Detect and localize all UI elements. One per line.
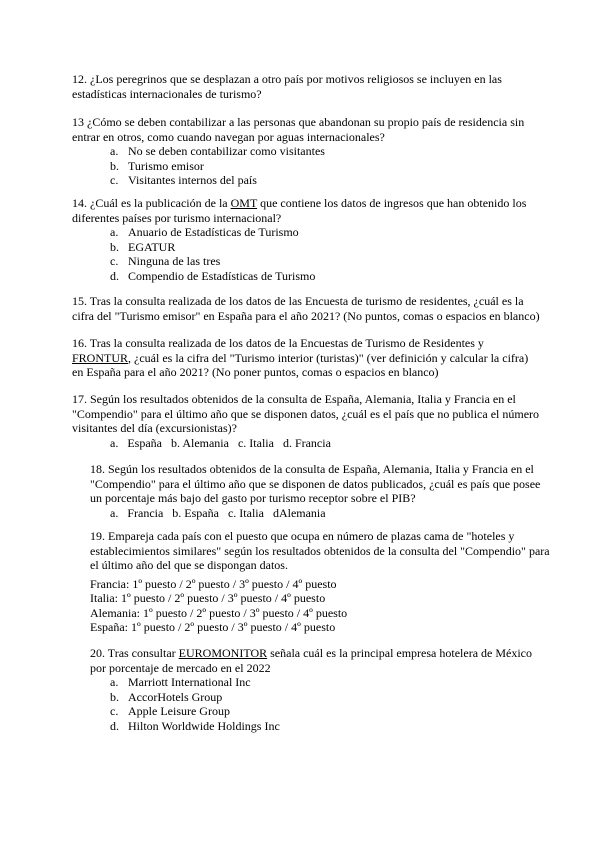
question-12-text: 12. ¿Los peregrinos que se desplazan a otro país por motivos religiosos se incluyen en las estadísticas internacionales de turismo? (72, 72, 502, 101)
question-18-text: 18. Según los resultados obtenidos de la consulta de España, Alemania, Italia y Francia en el "Compendio" para el último año que se disponen de datos publicados, ¿cuál es país que posee un porcentaje más bajo del gasto por turismo receptor sobre el PIB? (90, 462, 541, 505)
question-19 (90, 529, 550, 635)
question-13-options (72, 144, 542, 188)
question-13 (72, 115, 542, 188)
euromonitor-name: EUROMONITOR (178, 646, 268, 660)
question-19-row: España: 1º puesto / 2º puesto / 3º puesto / 4º puesto (90, 620, 336, 634)
frontur-abbr: FRONTUR (72, 350, 129, 365)
question-15-text: 15. Tras la consulta realizada de los datos de las Encuesta de turismo de residentes, ¿cuál es la cifra del "Turismo emisor" en España para el año 2021? (No puntos, comas o espacios en blanco) (72, 294, 540, 323)
option-item: c. Ninguna de las tres (110, 254, 221, 268)
option-item: d. Compendio de Estadísticas de Turismo (110, 268, 316, 283)
question-12 (72, 72, 542, 101)
option-item: b. EGATUR (110, 239, 176, 254)
question-18 (90, 462, 550, 520)
option-item: b. AccorHotels Group (110, 689, 223, 704)
question-14-text: 14. ¿Cuál es la publicación de la OMT que contiene los datos de ingresos que han obtenido los diferentes países por turismo internacional? (72, 196, 527, 225)
question-16-text: 16. Tras la consulta realizada de los datos de la Encuestas de Turismo de Residentes y FRONTUR, ¿cuál es la cifra del "Turismo interior (turistas)" (ver definición y calcular la cifra) en España para el año 2021? (No poner puntos, comas o espacios en blanco) (72, 336, 529, 379)
question-17-text: 17. Según los resultados obtenidos de la consulta de España, Alemania, Italia y Francia en el "Compendio" para el último año que se disponen datos, ¿cuál es el país que no publica el número visitantes del día (excursionistas)? (72, 392, 540, 435)
option-item: b. Turismo emisor (110, 158, 204, 173)
question-15 (72, 294, 542, 323)
question-19-row: Alemania: 1º puesto / 2º puesto / 3º puesto / 4º puesto (90, 605, 348, 620)
question-16 (72, 336, 542, 380)
question-20-options (90, 675, 550, 733)
question-20 (90, 646, 550, 733)
question-19-row: Italia: 1º puesto / 2º puesto / 3º puesto / 4º puesto (90, 591, 326, 605)
question-14 (72, 196, 542, 283)
option-item: a. Marriott International Inc (110, 675, 251, 689)
question-13-text: 13 ¿Cómo se deben contabilizar a las personas que abandonan su propio país de residencia sin entrar en otros, como cuando navegan por aguas internacionales? (72, 115, 525, 144)
question-17 (72, 392, 542, 450)
option-item: c. Apple Leisure Group (110, 704, 230, 718)
question-18-options: a. Francia b. España c. Italia dAlemania (110, 505, 326, 520)
option-item: d. Hilton Worldwide Holdings Inc (110, 718, 280, 733)
question-19-text: 19. Empareja cada país con el puesto que ocupa en número de plazas cama de "hoteles y establecimientos similares" según los resultados obtenidos de la consulta del "Compendio" para el último año del que se dispongan datos. (90, 529, 550, 572)
option-item: a. No se deben contabilizar como visitantes (110, 144, 325, 158)
omt-abbr: OMT (230, 196, 258, 210)
question-19-row: Francia: 1º puesto / 2º puesto / 3º puesto / 4º puesto (90, 576, 337, 591)
question-17-options: a. España b. Alemania c. Italia d. Francia (110, 435, 331, 450)
question-20-text: 20. Tras consultar EUROMONITOR señala cuál es la principal empresa hotelera de México por porcentaje de mercado en el 2022 (90, 646, 533, 675)
option-item: c. Visitantes internos del país (110, 173, 257, 187)
question-14-options (72, 225, 542, 283)
option-item: a. Anuario de Estadísticas de Turismo (110, 225, 299, 239)
